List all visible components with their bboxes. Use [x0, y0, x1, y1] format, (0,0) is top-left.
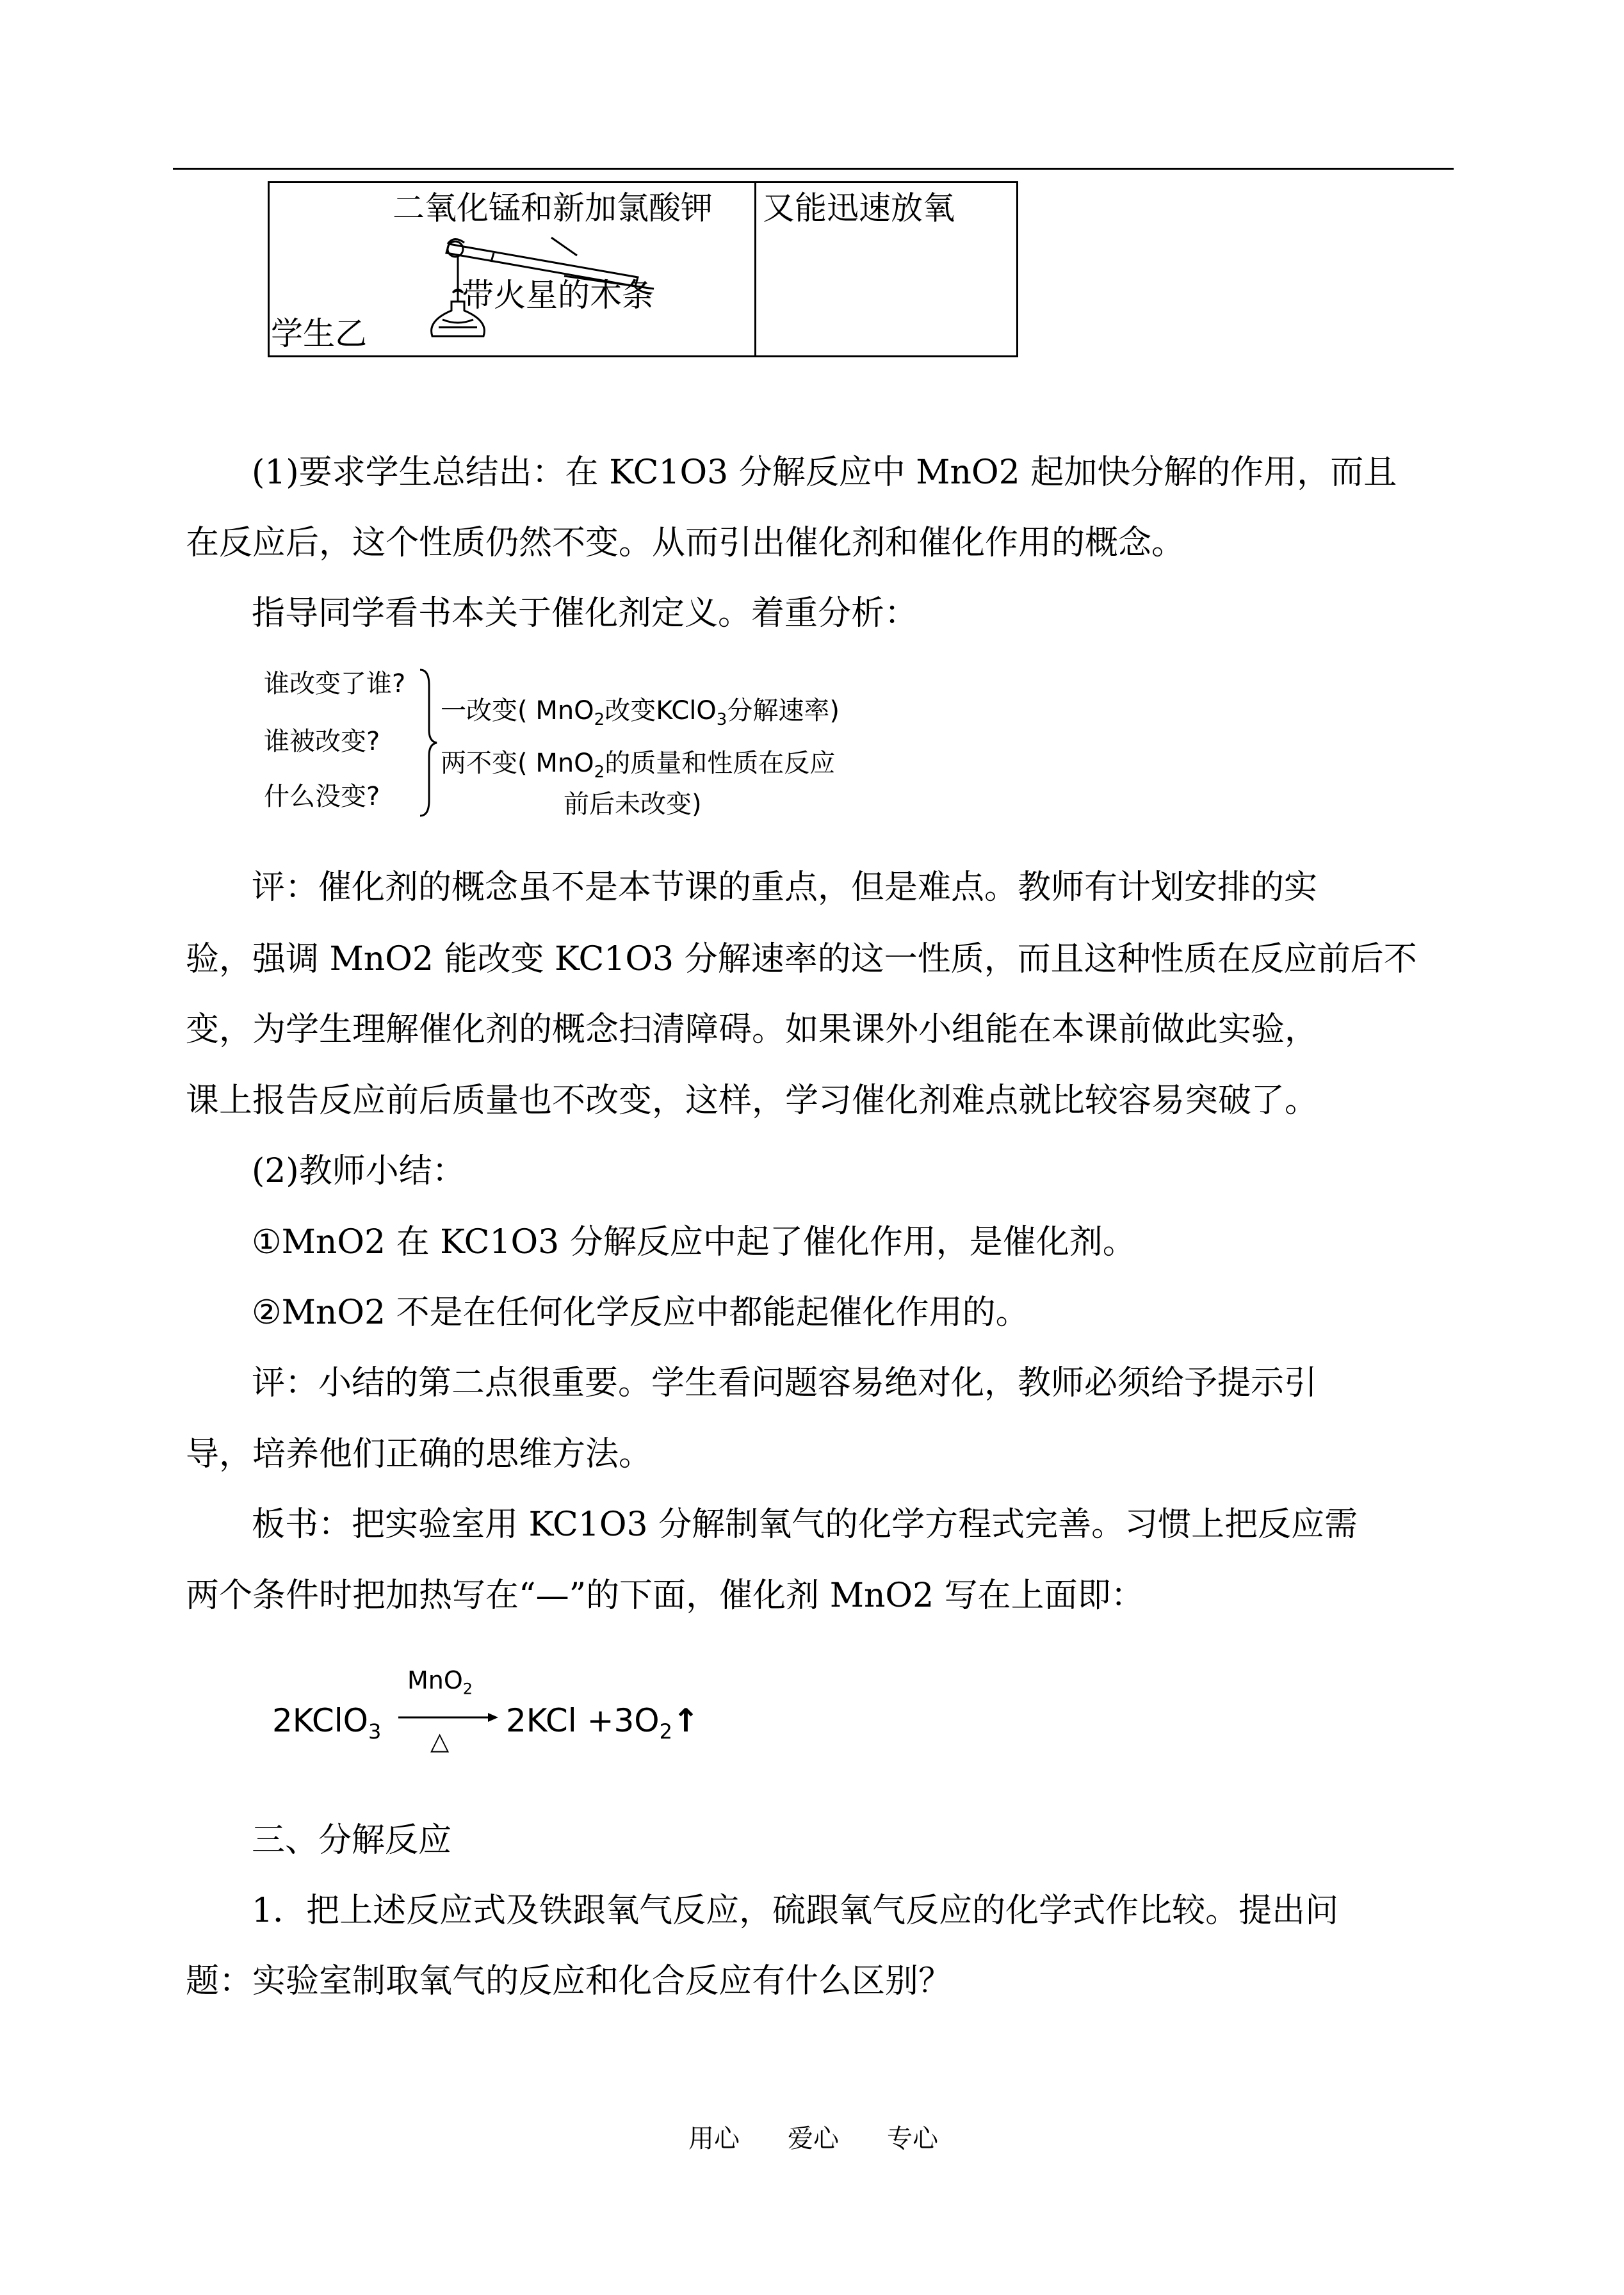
header-rule [173, 168, 1454, 170]
comment-1-line-4: 课上报告反应前后质量也不改变，这样，学习催化剂难点就比较容易突破了。 [186, 1082, 1319, 1120]
equation-arrow [398, 1711, 501, 1724]
answer-two-unchanged-line-2: 前后未改变) [564, 790, 702, 819]
question-3: 什么没变? [264, 782, 380, 811]
footer-aixin: 爱心 [788, 2124, 839, 2153]
teacher-summary-heading: (2)教师小结： [252, 1152, 466, 1190]
section-3-heading: 三、分解反应 [252, 1821, 452, 1860]
paragraph-1-line-2: 在反应后，这个性质仍然不变。从而引出催化剂和催化作用的概念。 [186, 524, 1185, 562]
paragraph-1-line-1: (1)要求学生总结出：在 KC1O3 分解反应中 MnO2 起加快分解的作用，而且 [252, 453, 1397, 492]
footer-yongxin: 用心 [688, 2124, 740, 2153]
summary-point-2: ②MnO2 不是在任何化学反应中都能起催化作用的。 [252, 1293, 1029, 1332]
summary-point-1: ①MnO2 在 KC1O3 分解反应中起了催化作用，是催化剂。 [252, 1223, 1136, 1261]
paragraph-2: 指导同学看书本关于催化剂定义。着重分析： [252, 594, 918, 633]
row-label-student-b: 学生乙 [271, 315, 367, 352]
footer-zhuanxin: 专心 [887, 2124, 938, 2153]
comment-2-line-2: 导，培养他们正确的思维方法。 [186, 1435, 653, 1473]
equation-catalyst: MnO$_2$ [407, 1666, 473, 1698]
board-note-line-1: 板书：把实验室用 KC1O3 分解制氧气的化学方程式完善。习惯上把反应需 [252, 1505, 1358, 1544]
table-divider [754, 183, 756, 355]
comment-1-line-3: 变，为学生理解催化剂的概念扫清障碍。如果课外小组能在本课前做此实验， [186, 1010, 1319, 1049]
apparatus-caption-right: 带火星的木条 [462, 277, 654, 314]
board-note-line-2: 两个条件时把加热写在“—”的下面，催化剂 MnO2 写在上面即： [186, 1577, 1144, 1615]
answer-two-unchanged: 两不变( MnO$_2$的质量和性质在反应 [441, 749, 836, 782]
curly-brace [415, 666, 441, 820]
experiment-table [268, 181, 1018, 357]
equation-rhs: $2KCl +3O_2↑$ [506, 1702, 699, 1744]
equation-heat-condition: △ [430, 1727, 450, 1755]
apparatus-caption-top: 二氧化锰和新加氯酸钾 [393, 190, 713, 227]
comment-1-line-1: 评：催化剂的概念虽不是本节课的重点，但是难点。教师有计划安排的实 [252, 868, 1318, 907]
comment-1-line-2: 验，强调 MnO2 能改变 KC1O3 分解速率的这一性质，而且这种性质在反应前后不 [186, 940, 1417, 978]
section-3-item-1-line-2: 题：实验室制取氧气的反应和化合反应有什么区别？ [186, 1962, 952, 2000]
question-1: 谁改变了谁? [264, 669, 406, 699]
question-2: 谁被改变? [264, 727, 380, 756]
comment-2-line-1: 评：小结的第二点很重要。学生看问题容易绝对化，教师必须给予提示引 [252, 1364, 1318, 1402]
section-3-item-1-line-1: 1．把上述反应式及铁跟氧气反应，硫跟氧气反应的化学式作比较。提出问 [252, 1892, 1339, 1930]
apparatus-drawing [417, 231, 660, 346]
experiment-result: 又能迅速放氧 [763, 190, 955, 227]
answer-one-change: 一改变( MnO$_2$改变KClO$_3$分解速率) [441, 696, 840, 729]
equation-lhs: 2KClO$_3$ [272, 1702, 382, 1744]
